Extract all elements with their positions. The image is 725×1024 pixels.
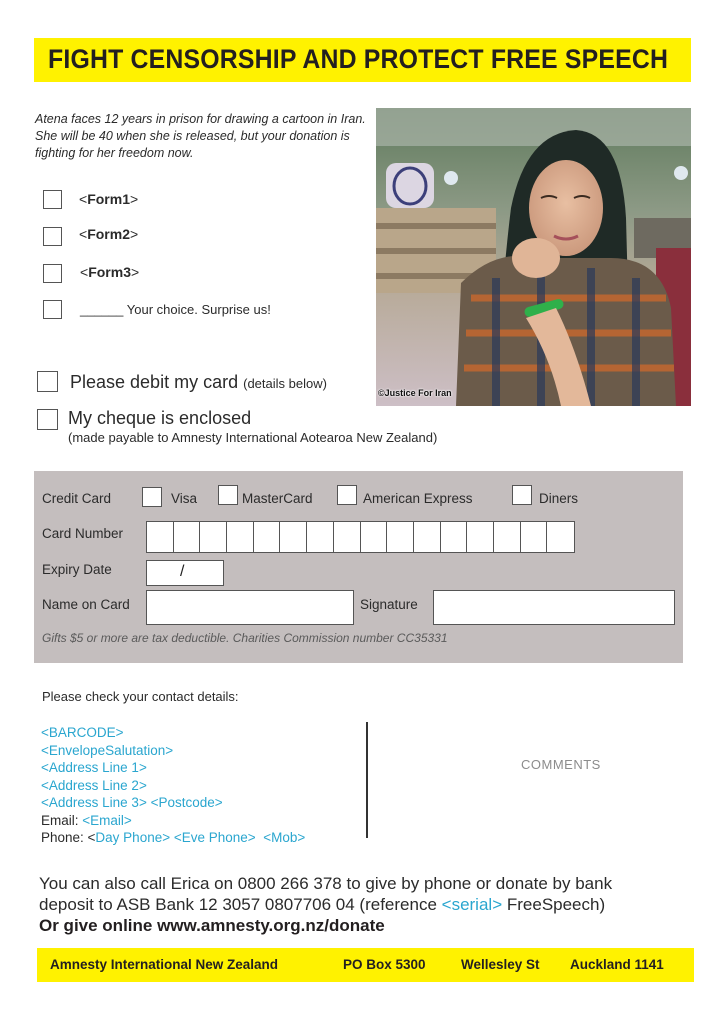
tax-note: Gifts $5 or more are tax deductible. Charities Commission number CC35331 [42,631,448,645]
card-number-digit-box[interactable] [306,521,334,553]
footer-po-box: PO Box 5300 [343,957,426,972]
email-label: Email: [41,812,79,828]
form2-label: <Form2> [79,226,139,242]
debit-card-label: Please debit my card (details below) [70,372,327,392]
form3-checkbox[interactable] [43,264,62,283]
credit-card-panel [34,471,683,663]
donate-online-link[interactable]: Or give online www.amnesty.org.nz/donate [39,916,385,935]
card-number-digit-box[interactable] [253,521,281,553]
form3-label: <Form3> [80,264,140,280]
eve-phone-field: <Eve Phone> [173,830,256,845]
card-number-digit-box[interactable] [360,521,388,553]
call-line-2: deposit to ASB Bank 12 3057 0807706 04 (reference <serial> FreeSpeech) [39,895,606,914]
expiry-separator: / [180,563,185,580]
custom-amount-blank[interactable]: ______ [80,302,124,317]
credit-card-label: Credit Card [42,491,112,506]
cheque-checkbox[interactable] [37,409,58,430]
comments-area[interactable]: COMMENTS [521,757,601,772]
page-title: FIGHT CENSORSHIP AND PROTECT FREE SPEECH [48,44,669,74]
card-number-digit-box[interactable] [226,521,254,553]
day-phone-field: Day Phone> [95,830,171,845]
card-number-digit-box[interactable] [493,521,521,553]
address-line-1: <Address Line 1> [41,760,147,775]
intro-text: Atena faces 12 years in prison for drawing a cartoon in Iran. She will be 40 when she is released, but your donation is fighting for her freedom now. [35,112,366,160]
card-number-digit-box[interactable] [173,521,201,553]
card-number-digit-box[interactable] [279,521,307,553]
header-banner [34,38,691,82]
footer-banner [37,948,694,982]
signature-input[interactable] [433,590,675,625]
amex-checkbox[interactable] [337,485,357,505]
card-number-digit-box[interactable] [413,521,441,553]
cheque-note: (made payable to Amnesty International Aotearoa New Zealand) [68,430,438,445]
card-number-digit-box[interactable] [520,521,548,553]
address-line-2: <Address Line 2> [41,777,147,793]
salutation-field: <EnvelopeSalutation> [41,742,174,758]
atena-photo [376,108,691,406]
name-on-card-input[interactable] [146,590,354,625]
card-number-digit-box[interactable] [546,521,574,553]
card-number-label: Card Number [42,526,124,541]
footer-org: Amnesty International New Zealand [50,957,279,972]
card-number-input[interactable] [146,521,573,553]
phone-label: Phone: < [41,830,96,845]
barcode-field: <BARCODE> [41,725,124,740]
contact-heading: Please check your contact details: [42,689,239,704]
custom-amount-label: ______ Your choice. Surprise us! [80,302,271,317]
form1-checkbox[interactable] [43,190,62,209]
card-number-digit-box[interactable] [333,521,361,553]
form1-label: <Form1> [79,191,139,207]
email-field: <Email> [82,812,132,828]
mastercard-label: MasterCard [242,491,313,506]
serial-field: <serial> [441,895,503,914]
call-line-1: You can also call Erica on 0800 266 378 to give by phone or donate by bank [39,874,613,893]
name-on-card-label: Name on Card [42,597,130,612]
amex-label: American Express [363,491,473,506]
card-number-digit-box[interactable] [146,521,174,553]
photo-credit: ©Justice For Iran [378,388,452,398]
visa-checkbox[interactable] [142,487,162,507]
alternative-giving-info [39,873,699,936]
custom-amount-checkbox[interactable] [43,300,62,319]
postcode-field: <Postcode> [150,795,223,810]
visa-label: Visa [171,491,198,506]
cheque-label: My cheque is enclosed [68,408,252,428]
diners-checkbox[interactable] [512,485,532,505]
contact-details [41,724,305,847]
card-number-digit-box[interactable] [440,521,468,553]
form2-checkbox[interactable] [43,227,62,246]
card-number-digit-box[interactable] [386,521,414,553]
portrait-image [376,108,691,406]
signature-label: Signature [360,597,418,612]
expiry-date-label: Expiry Date [42,562,112,577]
address-line-3: <Address Line 3> [41,795,147,810]
card-number-digit-box[interactable] [466,521,494,553]
footer-city: Auckland 1141 [570,957,664,972]
expiry-date-input[interactable] [146,560,224,586]
mobile-field: <Mob> [263,830,306,845]
contact-divider [366,722,368,838]
diners-label: Diners [539,491,579,506]
mastercard-checkbox[interactable] [218,485,238,505]
debit-card-checkbox[interactable] [37,371,58,392]
card-number-digit-box[interactable] [199,521,227,553]
footer-street: Wellesley St [461,957,540,972]
